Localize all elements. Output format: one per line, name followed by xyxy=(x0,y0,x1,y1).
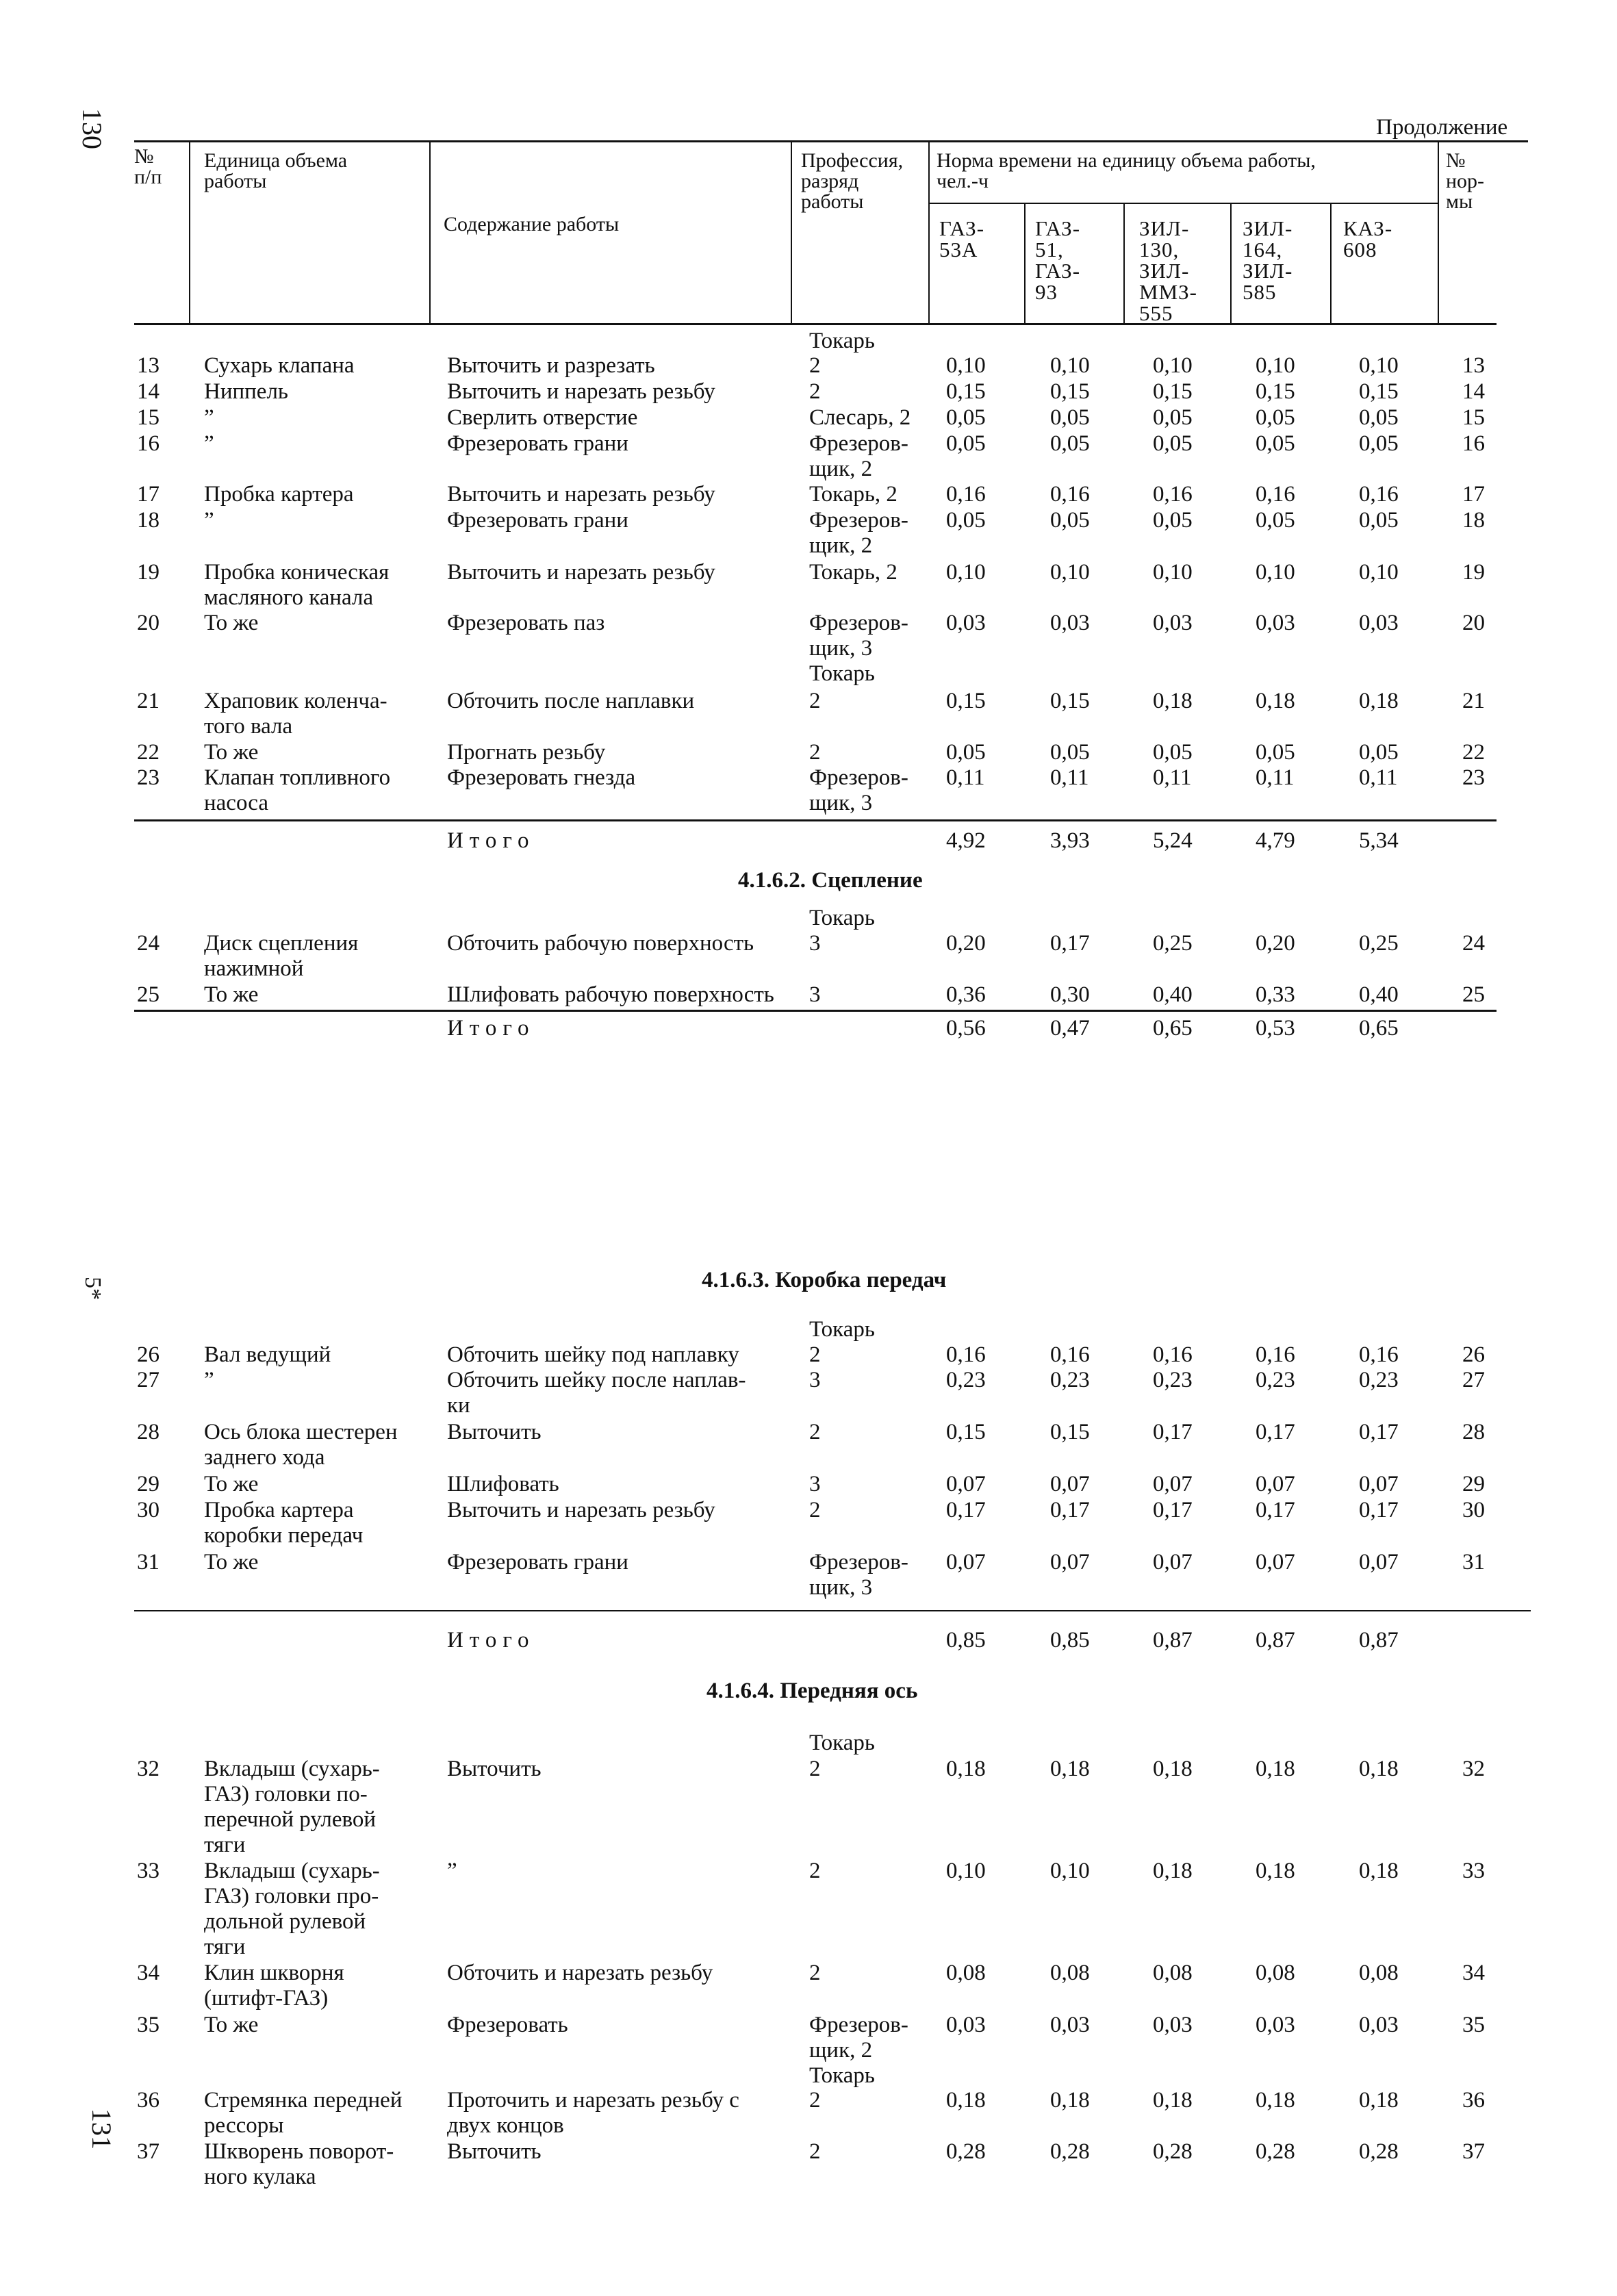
row-norm-number: 18 xyxy=(1462,508,1485,533)
row-number: 21 xyxy=(137,689,160,713)
row-value: 0,05 xyxy=(946,431,986,456)
row-content: Обточить и нарезать резьбу xyxy=(447,1961,713,1985)
total-label: Итого xyxy=(447,1628,535,1653)
row-unit: Сухарь клапана xyxy=(204,353,355,378)
row-value: 0,05 xyxy=(1153,740,1193,765)
profession-group-label: Токарь xyxy=(809,906,875,930)
total-value: 0,65 xyxy=(1359,1016,1399,1041)
row-profession: 2 xyxy=(809,1961,821,1985)
row-value: 0,05 xyxy=(1050,431,1090,456)
row-value: 0,18 xyxy=(946,1757,986,1781)
row-value: 0,40 xyxy=(1153,982,1193,1007)
row-value: 0,11 xyxy=(1050,765,1089,790)
row-value: 0,18 xyxy=(1153,1859,1193,1883)
row-unit: Вал ведущий xyxy=(204,1342,331,1367)
row-value: 0,10 xyxy=(946,353,986,378)
row-unit: Шкворень поворот- ного кулака xyxy=(204,2139,394,2189)
row-value: 0,05 xyxy=(946,508,986,533)
row-number: 22 xyxy=(137,740,160,765)
row-value: 0,03 xyxy=(1256,611,1295,635)
row-value: 0,05 xyxy=(1153,508,1193,533)
row-norm-number: 15 xyxy=(1462,405,1485,430)
row-value: 0,18 xyxy=(1256,689,1295,713)
row-number: 23 xyxy=(137,765,160,790)
row-content: Выточить xyxy=(447,1757,542,1781)
row-value: 0,16 xyxy=(1153,482,1193,507)
row-value: 0,15 xyxy=(1050,1420,1090,1444)
total-value: 0,87 xyxy=(1359,1628,1399,1653)
row-value: 0,15 xyxy=(1050,689,1090,713)
row-profession: 3 xyxy=(809,1472,821,1496)
row-value: 0,10 xyxy=(1256,560,1295,585)
row-number: 26 xyxy=(137,1342,160,1367)
row-number: 25 xyxy=(137,982,160,1007)
row-value: 0,28 xyxy=(1359,2139,1399,2164)
row-profession: Токарь, 2 xyxy=(809,560,897,585)
row-value: 0,07 xyxy=(1153,1472,1193,1496)
row-value: 0,18 xyxy=(1153,2088,1193,2113)
row-value: 0,25 xyxy=(1359,931,1399,956)
row-value: 0,16 xyxy=(1153,1342,1193,1367)
row-value: 0,05 xyxy=(1256,405,1295,430)
row-unit: Стремянка передней рессоры xyxy=(204,2088,403,2138)
row-content: Шлифовать xyxy=(447,1472,559,1496)
row-value: 0,16 xyxy=(1359,482,1399,507)
continuation-label: Продолжение xyxy=(1376,115,1508,140)
row-value: 0,05 xyxy=(1050,740,1090,765)
row-content: Выточить xyxy=(447,2139,542,2164)
row-norm-number: 37 xyxy=(1462,2139,1485,2164)
row-value: 0,11 xyxy=(1256,765,1295,790)
page-number-top: 130 xyxy=(77,108,107,149)
row-profession: 3 xyxy=(809,1368,821,1392)
row-norm-number: 22 xyxy=(1462,740,1485,765)
row-profession: 2 xyxy=(809,689,821,713)
row-profession: 3 xyxy=(809,982,821,1007)
row-value: 0,10 xyxy=(1050,1859,1090,1883)
row-value: 0,16 xyxy=(1050,482,1090,507)
row-profession: 3 xyxy=(809,931,821,956)
row-norm-number: 19 xyxy=(1462,560,1485,585)
row-unit: То же xyxy=(204,611,259,635)
row-value: 0,05 xyxy=(1050,405,1090,430)
profession-group-label: Токарь xyxy=(809,329,875,353)
row-number: 17 xyxy=(137,482,160,507)
row-value: 0,03 xyxy=(1050,611,1090,635)
row-value: 0,05 xyxy=(1359,740,1399,765)
row-unit: То же xyxy=(204,740,259,765)
row-value: 0,07 xyxy=(1050,1472,1090,1496)
row-value: 0,15 xyxy=(1050,379,1090,404)
row-value: 0,15 xyxy=(1153,379,1193,404)
row-value: 0,08 xyxy=(1050,1961,1090,1985)
total-value: 4,79 xyxy=(1256,828,1295,853)
header-num: № п/п xyxy=(134,145,162,188)
row-norm-number: 14 xyxy=(1462,379,1485,404)
row-value: 0,08 xyxy=(946,1961,986,1985)
row-profession: Слесарь, 2 xyxy=(809,405,911,430)
row-value: 0,07 xyxy=(1359,1550,1399,1574)
row-number: 27 xyxy=(137,1368,160,1392)
row-value: 0,23 xyxy=(1256,1368,1295,1392)
row-norm-number: 31 xyxy=(1462,1550,1485,1574)
signature-mark: 5* xyxy=(80,1277,105,1300)
total-value: 0,85 xyxy=(1050,1628,1090,1653)
row-value: 0,10 xyxy=(946,1859,986,1883)
row-content: Фрезеровать гнезда xyxy=(447,765,636,790)
row-norm-number: 29 xyxy=(1462,1472,1485,1496)
row-norm-number: 30 xyxy=(1462,1498,1485,1522)
row-value: 0,07 xyxy=(1050,1550,1090,1574)
row-value: 0,17 xyxy=(946,1498,986,1522)
row-value: 0,05 xyxy=(1256,431,1295,456)
header-content: Содержание работы xyxy=(444,213,620,235)
row-unit: ” xyxy=(204,405,214,430)
row-value: 0,17 xyxy=(1153,1498,1193,1522)
row-value: 0,18 xyxy=(1153,689,1193,713)
row-value: 0,16 xyxy=(1256,482,1295,507)
row-value: 0,25 xyxy=(1153,931,1193,956)
row-number: 15 xyxy=(137,405,160,430)
row-value: 0,17 xyxy=(1153,1420,1193,1444)
row-value: 0,10 xyxy=(1050,560,1090,585)
total-value: 5,24 xyxy=(1153,828,1193,853)
row-unit: ” xyxy=(204,431,214,456)
total-value: 0,65 xyxy=(1153,1016,1193,1041)
row-profession: 2 xyxy=(809,1342,821,1367)
row-norm-number: 33 xyxy=(1462,1859,1485,1883)
row-value: 0,17 xyxy=(1256,1498,1295,1522)
row-value: 0,23 xyxy=(1153,1368,1193,1392)
row-value: 0,07 xyxy=(1359,1472,1399,1496)
row-value: 0,07 xyxy=(946,1550,986,1574)
row-number: 37 xyxy=(137,2139,160,2164)
row-value: 0,05 xyxy=(1256,740,1295,765)
total-value: 3,93 xyxy=(1050,828,1090,853)
row-profession: Фрезеров- щик, 3 xyxy=(809,1550,908,1600)
row-profession: 2 xyxy=(809,353,821,378)
row-number: 14 xyxy=(137,379,160,404)
row-value: 0,17 xyxy=(1050,931,1090,956)
row-norm-number: 34 xyxy=(1462,1961,1485,1985)
header-norm-no: № нор- мы xyxy=(1446,149,1485,213)
row-value: 0,10 xyxy=(1153,560,1193,585)
row-value: 0,05 xyxy=(1359,431,1399,456)
row-value: 0,18 xyxy=(946,2088,986,2113)
row-unit: Вкладыш (сухарь- ГАЗ) головки по- перечной рулевой тяги xyxy=(204,1757,380,1857)
row-number: 36 xyxy=(137,2088,160,2113)
row-unit: То же xyxy=(204,2013,259,2037)
row-profession: Фрезеров- щик, 2 xyxy=(809,431,908,481)
row-value: 0,05 xyxy=(1359,405,1399,430)
section-title: 4.1.6.3. Коробка передач xyxy=(702,1268,947,1292)
row-norm-number: 25 xyxy=(1462,982,1485,1007)
row-unit: Ось блока шестерен заднего хода xyxy=(204,1420,398,1470)
row-value: 0,28 xyxy=(1050,2139,1090,2164)
section-divider xyxy=(134,1010,1497,1012)
row-profession: Фрезеров- щик, 3 xyxy=(809,765,908,815)
row-value: 0,10 xyxy=(1359,560,1399,585)
row-value: 0,18 xyxy=(1256,1859,1295,1883)
row-value: 0,03 xyxy=(1359,611,1399,635)
header-model-zil164: ЗИЛ- 164, ЗИЛ- 585 xyxy=(1243,216,1293,304)
row-content: Выточить и нарезать резьбу xyxy=(447,1498,715,1522)
total-value: 0,87 xyxy=(1153,1628,1193,1653)
row-content: ” xyxy=(447,1859,457,1883)
row-number: 29 xyxy=(137,1472,160,1496)
row-value: 0,20 xyxy=(946,931,986,956)
row-value: 0,05 xyxy=(1359,508,1399,533)
total-label: Итого xyxy=(447,1016,535,1041)
total-label: Итого xyxy=(447,828,535,853)
row-value: 0,03 xyxy=(1050,2013,1090,2037)
row-unit: Пробка коническая масляного канала xyxy=(204,560,390,610)
row-norm-number: 13 xyxy=(1462,353,1485,378)
row-content: Обточить после наплавки xyxy=(447,689,695,713)
row-unit: ” xyxy=(204,1368,214,1392)
profession-group-label: Токарь xyxy=(809,1317,875,1342)
row-value: 0,36 xyxy=(946,982,986,1007)
row-norm-number: 24 xyxy=(1462,931,1485,956)
row-profession: Фрезеров- щик, 2 xyxy=(809,508,908,558)
row-value: 0,11 xyxy=(946,765,985,790)
total-value: 0,47 xyxy=(1050,1016,1090,1041)
row-value: 0,08 xyxy=(1256,1961,1295,1985)
row-number: 30 xyxy=(137,1498,160,1522)
row-norm-number: 35 xyxy=(1462,2013,1485,2037)
row-value: 0,07 xyxy=(1256,1472,1295,1496)
row-content: Фрезеровать грани xyxy=(447,508,628,533)
row-value: 0,28 xyxy=(1153,2139,1193,2164)
row-number: 13 xyxy=(137,353,160,378)
row-value: 0,18 xyxy=(1050,2088,1090,2113)
row-unit: Храповик коленча- того вала xyxy=(204,689,387,739)
total-value: 0,87 xyxy=(1256,1628,1295,1653)
row-value: 0,17 xyxy=(1359,1498,1399,1522)
total-value: 0,53 xyxy=(1256,1016,1295,1041)
section-title: 4.1.6.4. Передняя ось xyxy=(706,1679,918,1703)
row-content: Выточить и нарезать резьбу xyxy=(447,560,715,585)
row-norm-number: 21 xyxy=(1462,689,1485,713)
row-content: Прогнать резьбу xyxy=(447,740,606,765)
row-content: Обточить рабочую поверхность xyxy=(447,931,754,956)
header-model-zil130: ЗИЛ- 130, ЗИЛ- ММЗ- 555 xyxy=(1139,216,1197,325)
row-profession: 2 xyxy=(809,2139,821,2164)
row-value: 0,03 xyxy=(946,611,986,635)
header-model-gaz51: ГАЗ- 51, ГАЗ- 93 xyxy=(1035,216,1081,304)
section-divider xyxy=(134,1610,1531,1611)
total-value: 0,85 xyxy=(946,1628,986,1653)
row-profession: 2 xyxy=(809,379,821,404)
row-unit: То же xyxy=(204,1550,259,1574)
row-value: 0,07 xyxy=(1153,1550,1193,1574)
row-value: 0,03 xyxy=(946,2013,986,2037)
row-unit: Пробка картера коробки передач xyxy=(204,1498,364,1548)
row-value: 0,11 xyxy=(1359,765,1398,790)
header-model-kaz608: КАЗ- 608 xyxy=(1343,216,1393,262)
row-value: 0,17 xyxy=(1359,1420,1399,1444)
row-value: 0,03 xyxy=(1359,2013,1399,2037)
row-unit: То же xyxy=(204,982,259,1007)
row-norm-number: 23 xyxy=(1462,765,1485,790)
row-number: 31 xyxy=(137,1550,160,1574)
row-profession: 2 xyxy=(809,1859,821,1883)
row-value: 0,10 xyxy=(1153,353,1193,378)
row-content: Фрезеровать грани xyxy=(447,431,628,456)
row-value: 0,05 xyxy=(1153,431,1193,456)
row-value: 0,10 xyxy=(1359,353,1399,378)
row-unit: Диск сцепления нажимной xyxy=(204,931,359,981)
row-content: Фрезеровать грани xyxy=(447,1550,628,1574)
row-value: 0,16 xyxy=(1050,1342,1090,1367)
row-value: 0,18 xyxy=(1050,1757,1090,1781)
row-number: 32 xyxy=(137,1757,160,1781)
row-value: 0,30 xyxy=(1050,982,1090,1007)
row-value: 0,23 xyxy=(1359,1368,1399,1392)
row-unit: Клапан топливного насоса xyxy=(204,765,391,815)
row-value: 0,17 xyxy=(1256,1420,1295,1444)
row-value: 0,05 xyxy=(1256,508,1295,533)
row-profession: 2 xyxy=(809,1757,821,1781)
row-value: 0,07 xyxy=(946,1472,986,1496)
row-unit: Ниппель xyxy=(204,379,288,404)
row-norm-number: 16 xyxy=(1462,431,1485,456)
row-content: Сверлить отверстие xyxy=(447,405,638,430)
row-value: 0,03 xyxy=(1153,611,1193,635)
row-profession: 2 xyxy=(809,740,821,765)
row-value: 0,15 xyxy=(1256,379,1295,404)
row-norm-number: 17 xyxy=(1462,482,1485,507)
row-number: 33 xyxy=(137,1859,160,1883)
row-content: Обточить шейку под наплавку xyxy=(447,1342,739,1367)
row-value: 0,15 xyxy=(946,379,986,404)
row-value: 0,18 xyxy=(1359,1757,1399,1781)
row-value: 0,10 xyxy=(946,560,986,585)
row-number: 16 xyxy=(137,431,160,456)
row-content: Выточить и нарезать резьбу xyxy=(447,482,715,507)
row-value: 0,18 xyxy=(1359,689,1399,713)
row-norm-number: 28 xyxy=(1462,1420,1485,1444)
header-unit: Единица объема работы xyxy=(204,149,348,192)
row-number: 34 xyxy=(137,1961,160,1985)
header-norm-time: Норма времени на единицу объема работы, чел.-ч xyxy=(937,149,1316,192)
header-model-gaz53a: ГАЗ- 53А xyxy=(939,216,985,262)
row-content: Фрезеровать xyxy=(447,2013,568,2037)
row-value: 0,05 xyxy=(1050,508,1090,533)
row-number: 28 xyxy=(137,1420,160,1444)
row-norm-number: 32 xyxy=(1462,1757,1485,1781)
row-unit: Клин шкворня (штифт-ГАЗ) xyxy=(204,1961,344,2011)
row-number: 18 xyxy=(137,508,160,533)
row-content: Фрезеровать паз xyxy=(447,611,605,635)
row-number: 19 xyxy=(137,560,160,585)
row-norm-number: 26 xyxy=(1462,1342,1485,1367)
row-profession: Токарь, 2 xyxy=(809,482,897,507)
row-number: 24 xyxy=(137,931,160,956)
row-value: 0,11 xyxy=(1153,765,1192,790)
row-value: 0,15 xyxy=(946,689,986,713)
row-value: 0,03 xyxy=(1153,2013,1193,2037)
row-value: 0,16 xyxy=(1256,1342,1295,1367)
row-content: Проточить и нарезать резьбу с двух концов xyxy=(447,2088,739,2138)
row-value: 0,03 xyxy=(1256,2013,1295,2037)
row-value: 0,23 xyxy=(1050,1368,1090,1392)
row-value: 0,40 xyxy=(1359,982,1399,1007)
row-value: 0,05 xyxy=(946,740,986,765)
row-number: 20 xyxy=(137,611,160,635)
total-value: 0,56 xyxy=(946,1016,986,1041)
section-divider xyxy=(134,819,1497,821)
row-value: 0,18 xyxy=(1256,1757,1295,1781)
row-value: 0,07 xyxy=(1256,1550,1295,1574)
row-norm-number: 20 xyxy=(1462,611,1485,635)
row-profession: Фрезеров- щик, 3 Токарь xyxy=(809,611,908,686)
row-content: Выточить и нарезать резьбу xyxy=(447,379,715,404)
row-value: 0,33 xyxy=(1256,982,1295,1007)
row-value: 0,05 xyxy=(946,405,986,430)
row-value: 0,28 xyxy=(1256,2139,1295,2164)
row-value: 0,15 xyxy=(1359,379,1399,404)
row-value: 0,08 xyxy=(1359,1961,1399,1985)
row-value: 0,18 xyxy=(1359,1859,1399,1883)
row-value: 0,05 xyxy=(1153,405,1193,430)
total-value: 5,34 xyxy=(1359,828,1399,853)
row-value: 0,18 xyxy=(1256,2088,1295,2113)
row-value: 0,18 xyxy=(1359,2088,1399,2113)
row-value: 0,15 xyxy=(946,1420,986,1444)
row-number: 35 xyxy=(137,2013,160,2037)
row-value: 0,10 xyxy=(1256,353,1295,378)
row-value: 0,20 xyxy=(1256,931,1295,956)
row-value: 0,16 xyxy=(946,1342,986,1367)
row-profession: 2 xyxy=(809,1420,821,1444)
row-value: 0,16 xyxy=(946,482,986,507)
row-value: 0,17 xyxy=(1050,1498,1090,1522)
row-unit: ” xyxy=(204,508,214,533)
row-value: 0,16 xyxy=(1359,1342,1399,1367)
row-content: Выточить и разрезать xyxy=(447,353,655,378)
row-profession: Фрезеров- щик, 2 Токарь xyxy=(809,2013,908,2088)
page-number-bottom: 131 xyxy=(86,2108,117,2150)
row-norm-number: 27 xyxy=(1462,1368,1485,1392)
row-unit: То же xyxy=(204,1472,259,1496)
row-content: Шлифовать рабочую поверхность xyxy=(447,982,774,1007)
row-profession: 2 xyxy=(809,1498,821,1522)
row-profession: 2 xyxy=(809,2088,821,2113)
profession-group-label: Токарь xyxy=(809,1731,875,1755)
row-value: 0,18 xyxy=(1153,1757,1193,1781)
row-value: 0,10 xyxy=(1050,353,1090,378)
row-unit: Вкладыш (сухарь- ГАЗ) головки про- дольной рулевой тяги xyxy=(204,1859,380,1959)
section-title: 4.1.6.2. Сцепление xyxy=(738,868,923,893)
row-unit: Пробка картера xyxy=(204,482,354,507)
row-value: 0,23 xyxy=(946,1368,986,1392)
row-value: 0,08 xyxy=(1153,1961,1193,1985)
row-content: Выточить xyxy=(447,1420,542,1444)
total-value: 4,92 xyxy=(946,828,986,853)
row-value: 0,28 xyxy=(946,2139,986,2164)
row-norm-number: 36 xyxy=(1462,2088,1485,2113)
header-profession: Профессия, разряд работы xyxy=(801,149,904,213)
row-content: Обточить шейку после наплав- ки xyxy=(447,1368,746,1418)
